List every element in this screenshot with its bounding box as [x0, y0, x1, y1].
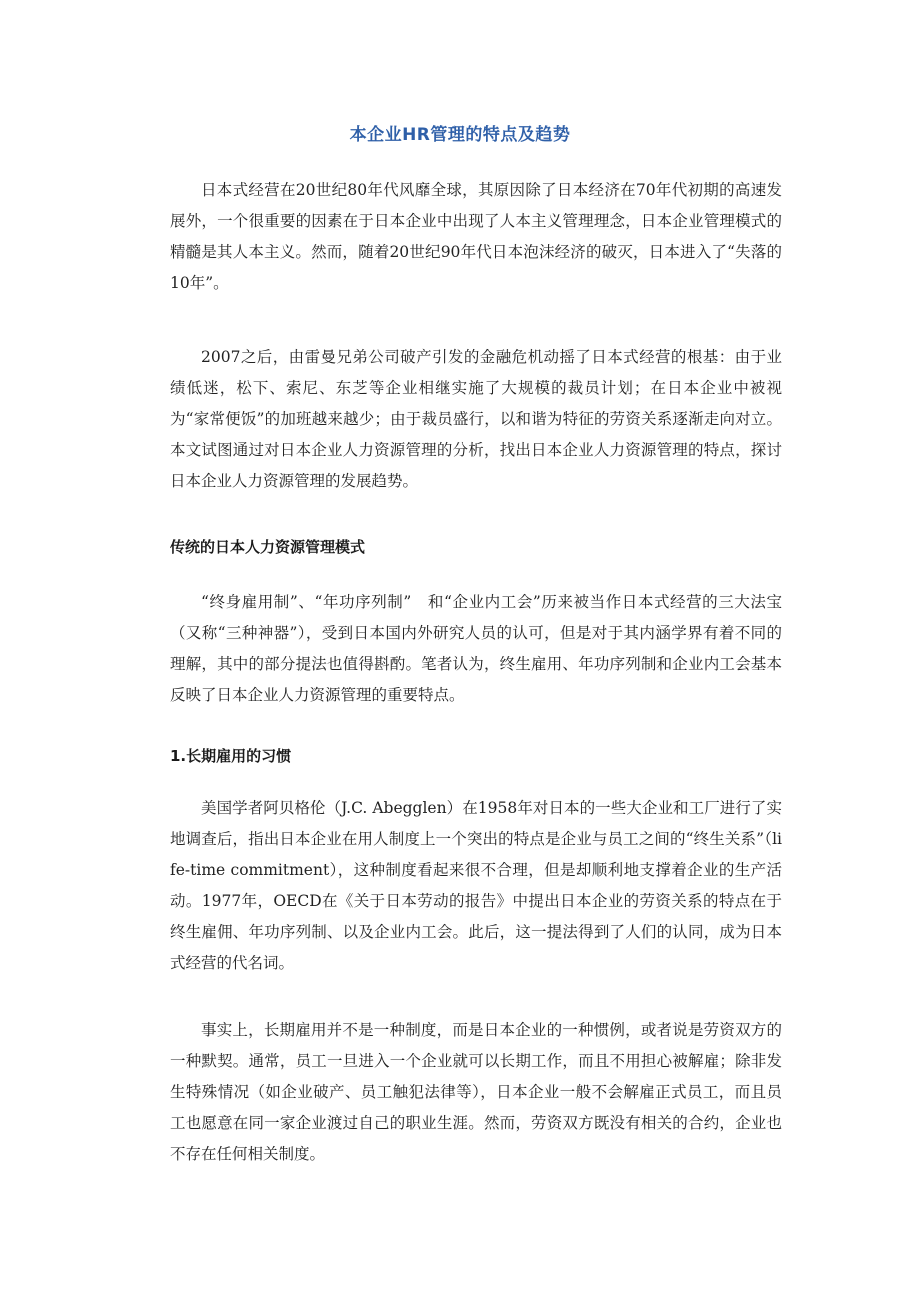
paragraph-tacit-agreement: 事实上，长期雇用并不是一种制度，而是日本企业的一种惯例，或者说是劳资双方的一种默契。通常，员工一旦进入一个企业就可以长期工作，而且不用担心被解雇；除非发生特殊情况（如企业破产、员工触犯法律等），日本企业一般不会解雇正式员工，而且员工也愿意在同一家企业渡过自己的职业生涯。然而，劳资双方既没有相关的合约，企业也不存在任何相关制度。 — [170, 1021, 782, 1163]
paragraph-three-treasures: “终身雇用制”、“年功序列制” 和“企业内工会”历来被当作日本式经营的三大法宝（又称“三种神器”），受到日本国内外研究人员的认可，但是对于其内涵学界有着不同的理解，其中的部分提法也值得斟酌。笔者认为，终生雇用、年功序列制和企业内工会基本反映了日本企业人力资源管理的重要特点。 — [170, 593, 782, 704]
paragraph-financial-crisis: 2007之后，由雷曼兄弟公司破产引发的金融危机动摇了日本式经营的根基：由于业绩低迷，松下、索尼、东芝等企业相继实施了大规模的裁员计划；在日本企业中被视为“家常便饭”的加班越来越少；由于裁员盛行，以和谐为特征的劳资关系逐渐走向对立。本文试图通过对日本企业人力资源管理的分析，找出日本企业人力资源管理的特点，探讨日本企业人力资源管理的发展趋势。 — [170, 348, 782, 490]
document-title: 本企业HR管理的特点及趋势 — [349, 125, 571, 145]
section-heading-traditional-model: 传统的日本人力资源管理模式 — [170, 538, 366, 556]
subsection-heading-long-term-employment: 1.长期雇用的习惯 — [170, 747, 292, 765]
paragraph-abegglen: 美国学者阿贝格伦（J.C. Abegglen）在1958年对日本的一些大企业和工厂进行了实地调查后，指出日本企业在用人制度上一个突出的特点是企业与员工之间的“终生关系”（life-time commitment），这种制度看起来很不合理，但是却顺利地支撑着企业的生产活动。1977年，OECD在《关于日本劳动的报告》中提出日本企业的劳资关系的特点在于终生雇佣、年功序列制、以及企业内工会。此后，这一提法得到了人们的认同，成为日本式经营的代名词。 — [170, 799, 782, 972]
paragraph-intro: 日本式经营在20世纪80年代风靡全球，其原因除了日本经济在70年代初期的高速发展外，一个很重要的因素在于日本企业中出现了人本主义管理理念，日本企业管理模式的精髓是其人本主义。然而，随着20世纪90年代日本泡沫经济的破灭，日本进入了“失落的10年”。 — [170, 181, 782, 292]
